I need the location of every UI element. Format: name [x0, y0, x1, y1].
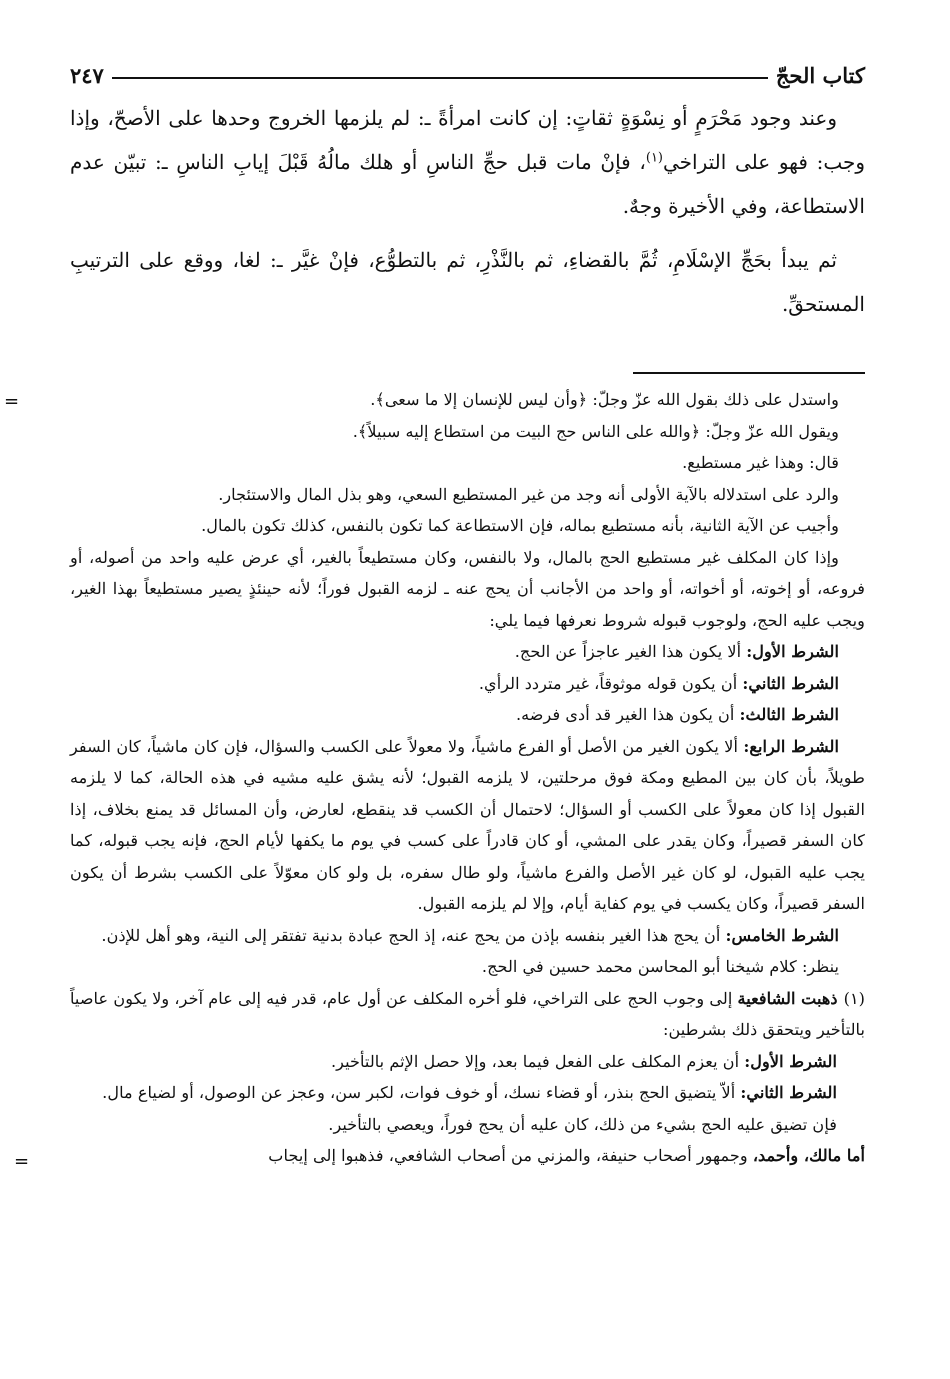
footnote-separator [633, 372, 865, 374]
condition-text: أن يعزم المكلف على الفعل فيما بعد، وإلا حصل الإثم بالتأخير. [331, 1051, 745, 1071]
condition-label: الشرط الرابع: [743, 736, 839, 756]
condition-item [70, 1046, 865, 1078]
condition-text: ألا يكون الغير من الأصل أو الفرع ماشياً، ولا معولاً على الكسب والسؤال، فإن كان ماشياً، كان السفر طويلاً، بأن كان بين المطيع ومكة فوق مرحلتين، لا يلزمه القبول؛ لأنه يشق عليه مشيه في هذه الحالة، كما لا يلزمه القبول إذا كان معولاً على الكسب أو السؤال؛ لاحتمال أن الكسب قد ينقطع، لعارض، وأن المسائل قد يمنع بخلاف، إذا كان السفر قصيراً، وكان يقدر على المشي، أو كان قادراً على كسب في يوم ما يكفها لأيام الحج، فإنه يجب قبوله، كما يجب عليه القبول، لو كان غير الأصل والفرع ماشياً، ولو طال سفره، بل ولو كان معوّلاً على الكسب بشرط أن يكون السفر قصيراً، وكان يكسب في يوم كفاية أيام، وإلا لم يلزمه القبول. [70, 736, 865, 913]
condition-item [70, 1077, 865, 1109]
footnote-line: فإن تضيق عليه الحج بشيء من ذلك، كان عليه أن يحج فوراً، ويعصي بالتأخير. [328, 1114, 837, 1134]
condition-item [70, 731, 865, 920]
main-text [70, 96, 865, 326]
page-number: ٢٤٧ [70, 63, 104, 88]
main-paragraph: ثم يبدأ بحَجِّ الإسْلَامِ، ثُمَّ بالقضاءِ، ثم بالنَّذْرِ، ثم بالتطوُّع، فإنْ غيَّر ـ: لغا، ووقع على الترتيبِ المستحقِّ. [70, 248, 865, 316]
footnote-label: أما مالك، وأحمد، [752, 1146, 865, 1165]
footnote-number: (١) [843, 988, 865, 1008]
footnote-line: وأجيب عن الآية الثانية، بأنه مستطيع بماله، فإن الاستطاعة كما تكون بالنفس، كذلك تكون بالمال. [201, 516, 839, 535]
condition-item [70, 668, 865, 700]
footnote-line: والرد على استدلاله بالآية الأولى أنه وجد من غير المستطيع السعي، وهو بذل المال والاستئجار. [218, 484, 839, 504]
footnote-line: قال: وهذا غير مستطيع. [682, 453, 839, 472]
main-paragraph-text: ، فإنْ مات قبل حجِّ الناسِ أو هلك مالُهُ قَبْلَ إيابِ الناسِ ـ: تبيّن عدم الاستطاعة، وفي الأخيرة وجهٌ. [70, 150, 865, 218]
book-page [4, 58, 865, 1369]
footnote-line: واستدل على ذلك بقول الله عزّ وجلّ: ﴿وأن ليس للإنسان إلا ما سعى﴾. [370, 390, 839, 409]
book-title: كتاب الحجّ [775, 63, 865, 88]
condition-text: أن يحج هذا الغير بنفسه بإذن من يحج عنه، إذ الحج عبادة بدنية تفتقر إلى النية، وهو أهل للإذن. [101, 925, 726, 945]
condition-text: ألاّ يتضيق الحج بنذر، أو قضاء نسك، أو خوف فوات، لكبر سن، وعجز عن الوصول، أو لضياع مال. [102, 1083, 741, 1102]
condition-item [70, 636, 865, 668]
condition-label: الشرط الأول: [744, 1051, 837, 1071]
continuation-mark: = [4, 391, 20, 412]
condition-item [70, 920, 865, 952]
footnote-line: ويقول الله عزّ وجلّ: ﴿والله على الناس حج البيت من استطاع إليه سبيلاً﴾. [352, 421, 839, 441]
footnote-text: إلى وجوب الحج على التراخي، فلو أخره المكلف عن أول عام، قدر فيه إلى عام آخر، ولا يكون عاصياً بالتأخير ويتحقق ذلك بشرطين: [70, 988, 865, 1039]
condition-label: الشرط الثاني: [740, 1083, 837, 1102]
condition-label: الشرط الثاني: [742, 673, 839, 693]
condition-label: الشرط الثالث: [739, 705, 839, 724]
footnote-reference[interactable]: (١) [645, 150, 663, 166]
condition-text: أن يكون قوله موثوقاً، غير متردد الرأي. [478, 673, 743, 693]
footnotes [4, 384, 865, 1172]
continuation-mark: = [14, 1151, 30, 1172]
footnote-line [70, 1140, 865, 1172]
footnote-line: وإذا كان المكلف غير مستطيع الحج بالمال، ولا بالنفس، وكان مستطيعاً بالغير، أي عرض عليه واحد من أصوله، أو فروعه، أو إخوته، أو أخواته، أو واحد من الأجانب أن يحج عنه ـ لزمه القبول فوراً؛ لأنه حينئذٍ يصير مستطيعاً بهذا الغير، ويجب عليه الحج، ولوجوب قبوله شروط نعرفها فيما يلي: [70, 547, 865, 630]
running-header [70, 58, 865, 88]
header-rule [112, 77, 768, 79]
main-paragraph-text: وعند وجود مَحْرَمٍ أو نِسْوَةٍ ثقاتٍ: إن كانت امرأةً ـ: لم يلزمها الخروج وحدها على الأصحّ، وإذا وجب: فهو على التراخي [70, 106, 865, 174]
footnote-label: ذهبت الشافعية [737, 988, 838, 1008]
condition-text: أن يكون هذا الغير قد أدى فرضه. [515, 705, 740, 724]
main-paragraph [70, 96, 865, 228]
condition-label: الشرط الخامس: [725, 925, 839, 945]
footnote-text: وجمهور أصحاب حنيفة، والمزني من أصحاب الشافعي، فذهبوا إلى إيجاب [268, 1146, 753, 1165]
see-also-note: ينظر: كلام شيخنا أبو المحاسن محمد حسين في الحج. [481, 957, 839, 976]
condition-item [70, 699, 865, 731]
footnote-1 [70, 983, 865, 1046]
condition-label: الشرط الأول: [746, 642, 839, 661]
condition-text: ألا يكون هذا الغير عاجزاً عن الحج. [514, 642, 747, 661]
